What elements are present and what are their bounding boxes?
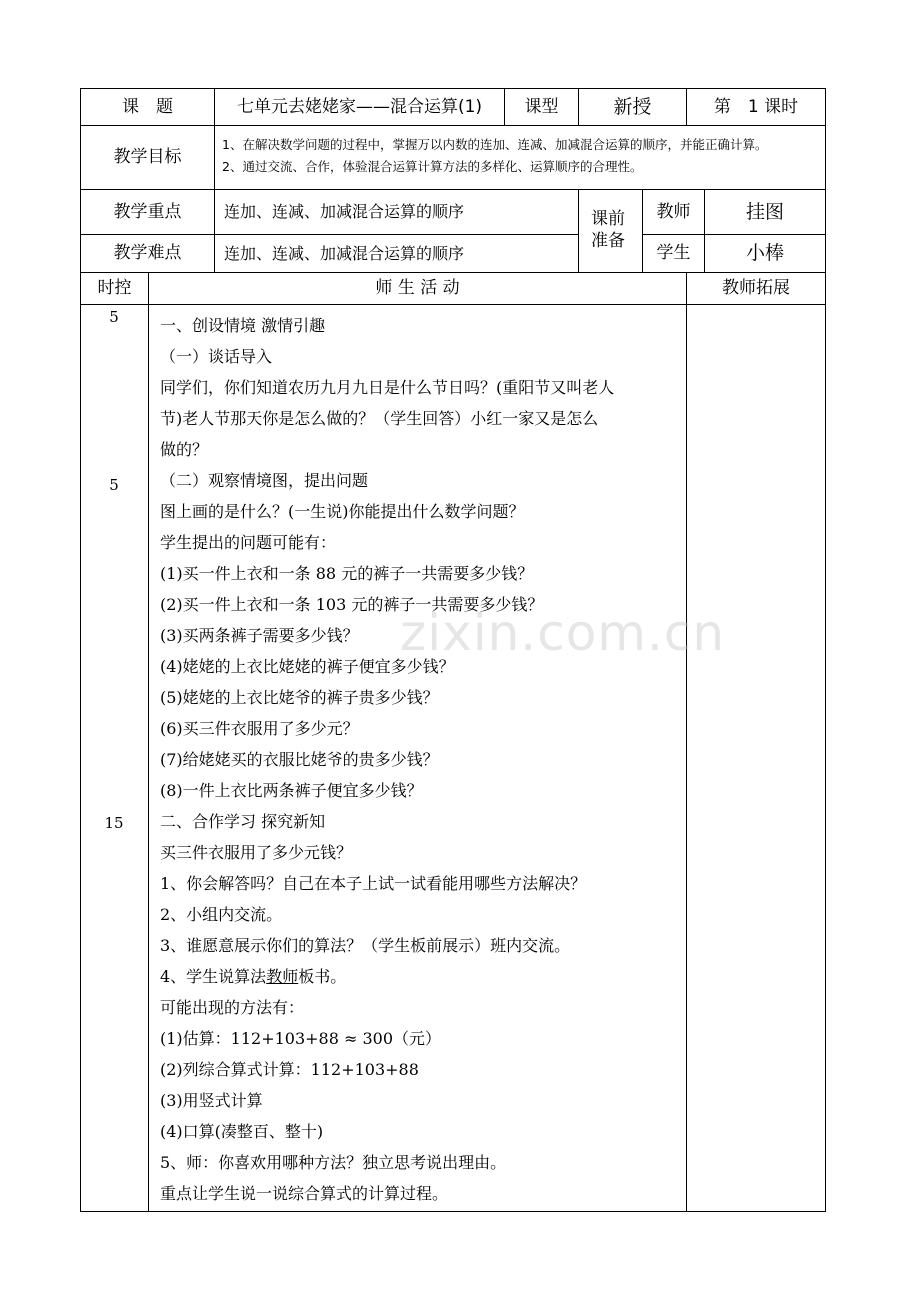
activity-step: 2、小组内交流。 [160,905,283,924]
activity-line: 图上画的是什么？(一生说)你能提出什么数学问题？ [160,502,525,521]
activity-line: 节)老人节那天你是怎么做的？（学生回答）小红一家又是怎么 [160,409,599,428]
question-item: (1)买一件上衣和一条 88 元的裤子一共需要多少钱？ [160,564,534,583]
objectives-text [222,134,822,178]
activity-line: 买三件衣服用了多少元钱？ [160,843,353,862]
time-mark: 5 [109,476,119,494]
objective-item-1: 1、在解决数学问题的过程中，掌握万以内数的连加、连减、加减混合运算的顺序，并能正确计算。 [222,137,768,152]
question-item: (5)姥姥的上衣比姥爷的裤子贵多少钱？ [160,688,439,707]
question-item: (8)一件上衣比两条裤子便宜多少钱？ [160,781,423,800]
col-header-extension: 教师拓展 [722,278,790,299]
method-item: (1)估算：112+103+88 ≈ 300（元） [160,1029,442,1048]
activity-content [160,310,685,1209]
prep-student-label: 学生 [656,243,691,264]
topic-value: 七单元去姥姥家——混合运算(1) [236,96,483,117]
objective-item-2: 2、通过交流、合作，体验混合运算计算方法的多样化、运算顺序的合理性。 [222,159,643,174]
question-item: (6)买三件衣服用了多少元？ [160,719,359,738]
method-item: (4)口算(凑整百、整十) [160,1122,324,1141]
lesson-type-label: 课型 [524,96,559,117]
lesson-type-value: 新授 [613,95,652,118]
col-divider [686,272,687,1212]
activity-subheading: （二）观察情境图，提出问题 [160,471,369,490]
time-mark: 5 [109,308,119,326]
board-text: 板书。 [298,967,347,986]
table-border-right [825,88,826,1212]
table-border-bottom [80,1211,825,1212]
preparation-label: 课前准备 [591,209,625,251]
activity-step [160,961,685,992]
activity-line: 做的？ [160,440,209,459]
question-item: (4)姥姥的上衣比姥姥的裤子便宜多少钱？ [160,657,455,676]
activity-line: 可能出现的方法有： [160,998,305,1017]
method-item: (3)用竖式计算 [160,1091,263,1110]
question-item: (7)给姥姥买的衣服比姥爷的贵多少钱？ [160,750,439,769]
topic-label: 课 题 [122,96,173,117]
question-item: (3)买两条裤子需要多少钱？ [160,626,359,645]
method-item: (2)列综合算式计算：112+103+88 [160,1060,419,1079]
activity-step: 3、谁愿意展示你们的算法？（学生板前展示）班内交流。 [160,936,571,955]
activity-line: 重点让学生说一说综合算式的计算过程。 [160,1184,449,1203]
activity-step: 5、师：你喜欢用哪种方法？独立思考说出理由。 [160,1153,507,1172]
row-divider [80,304,825,305]
prep-teacher-value: 挂图 [745,200,784,223]
difficulty-value: 连加、连减、加减混合运算的顺序 [224,243,465,263]
activity-line: 学生提出的问题可能有： [160,533,337,552]
col-header-time: 时控 [97,278,132,299]
activity-heading: 一、创设情境 激情引趣 [160,316,326,335]
activity-step: 1、你会解答吗？自己在本子上试一试看能用哪些方法解决？ [160,874,587,893]
prep-teacher-label: 教师 [656,201,691,222]
col-divider [148,272,149,1212]
underlined-teacher: 教师 [266,967,299,986]
step-text: 4、学生说算法 [160,967,267,986]
activity-line: 同学们，你们知道农历九月九日是什么节日吗？(重阳节又叫老人 [160,378,615,397]
prep-student-value: 小棒 [745,242,784,265]
watermark: zixin.com.cn [400,604,726,662]
objectives-label: 教学目标 [113,147,182,168]
time-mark: 15 [104,814,124,832]
key-point-value: 连加、连减、加减混合运算的顺序 [224,202,465,222]
question-item: (2)买一件上衣和一条 103 元的裤子一共需要多少钱？ [160,595,544,614]
key-point-label: 教学重点 [113,201,182,222]
col-header-activity: 师 生 活 动 [375,278,460,299]
col-divider [578,189,579,272]
difficulty-label: 教学难点 [113,243,182,264]
lesson-period: 第 1 课时 [713,96,799,117]
activity-heading: 二、合作学习 探究新知 [160,812,326,831]
activity-subheading: （一）谈话导入 [160,347,273,366]
